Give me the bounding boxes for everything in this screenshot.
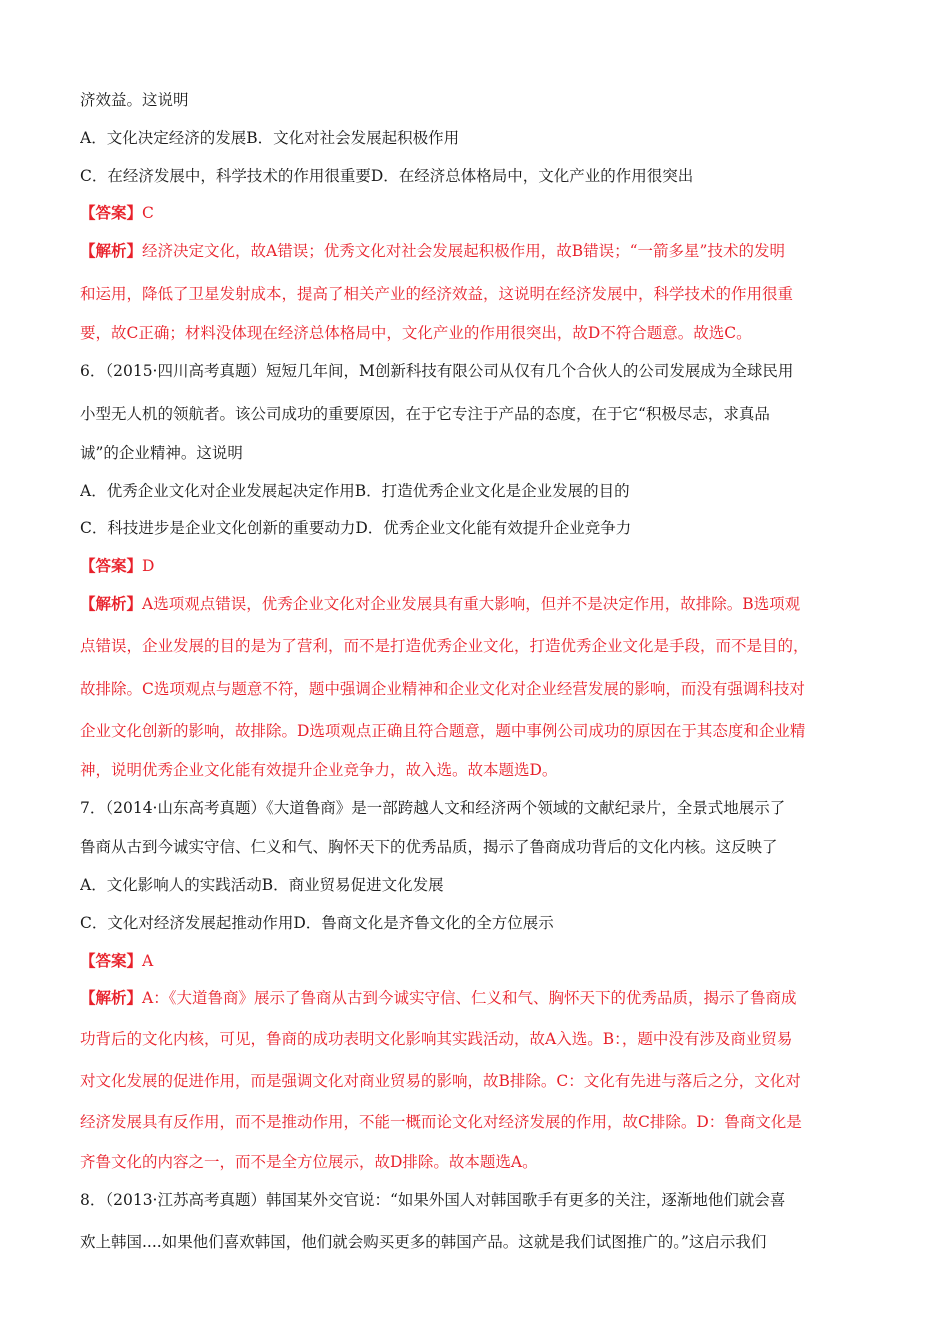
- analysis-line: 功背后的文化内核，可见，鲁商的成功表明文化影响其实践活动，故A入选。B：，题中没有涉及商业贸易: [80, 1030, 793, 1048]
- analysis-line: 企业文化创新的影响，故排除。D选项观点正确且符合题意，题中事例公司成功的原因在于其态度和企业精: [80, 722, 806, 740]
- answer-tag: 【答案】: [80, 951, 143, 970]
- analysis-text: 经济决定文化，故A错误；优秀文化对社会发展起积极作用，故B错误；“一箭多星”技术的发明: [142, 242, 785, 260]
- question-line: 8．（2013·江苏高考真题）韩国某外交官说：“如果外国人对韩国歌手有更多的关注，逐渐地他们就会喜: [80, 1191, 786, 1209]
- option-line: C．文化对经济发展起推动作用D．鲁商文化是齐鲁文化的全方位展示: [80, 914, 554, 932]
- answer-value: C: [142, 204, 154, 222]
- answer-value: D: [142, 557, 155, 575]
- analysis-line: [80, 593, 880, 615]
- analysis-line: 要，故C正确；材料没体现在经济总体格局中，文化产业的作用很突出，故D不符合题意。故选C。: [80, 324, 752, 342]
- analysis-tag: 【解析】: [80, 988, 143, 1007]
- option-line: A．文化决定经济的发展B．文化对社会发展起积极作用: [80, 129, 460, 147]
- answer-value: A: [142, 952, 154, 970]
- analysis-line: 神，说明优秀企业文化能有效提升企业竞争力，故入选。故本题选D。: [80, 761, 558, 779]
- analysis-line: 齐鲁文化的内容之一，而不是全方位展示，故D排除。故本题选A。: [80, 1153, 538, 1171]
- analysis-line: 点错误，企业发展的目的是为了营利，而不是打造优秀企业文化，打造优秀企业文化是手段，而不是目的，: [80, 637, 809, 655]
- option-line: A．优秀企业文化对企业发展起决定作用B．打造优秀企业文化是企业发展的目的: [80, 482, 630, 500]
- option-line: A．文化影响人的实践活动B．商业贸易促进文化发展: [80, 876, 444, 894]
- answer-tag: 【答案】: [80, 556, 143, 575]
- question-line: 7．（2014·山东高考真题）《大道鲁商》是一部跨越人文和经济两个领域的文献纪录片，全景式地展示了: [80, 799, 786, 817]
- analysis-line: 故排除。C选项观点与题意不符，题中强调企业精神和企业文化对企业经营发展的影响，而没有强调科技对: [80, 680, 805, 698]
- analysis-line: [80, 987, 880, 1009]
- text-line: 济效益。这说明: [80, 91, 189, 109]
- question-line: 6．（2015·四川高考真题）短短几年间，M创新科技有限公司从仅有几个合伙人的公司发展成为全球民用: [80, 362, 794, 380]
- question-line: 鲁商从古到今诚实守信、仁义和气、胸怀天下的优秀品质，揭示了鲁商成功背后的文化内核。这反映了: [80, 838, 778, 856]
- option-line: C．在经济发展中，科学技术的作用很重要D．在经济总体格局中，文化产业的作用很突出: [80, 167, 694, 185]
- analysis-line: 经济发展具有反作用，而不是推动作用，不能一概而论文化对经济发展的作用，故C排除。D：鲁商文化是: [80, 1113, 802, 1131]
- answer-line: [80, 555, 880, 577]
- option-line: C．科技进步是企业文化创新的重要动力D．优秀企业文化能有效提升企业竞争力: [80, 519, 632, 537]
- answer-line: [80, 950, 880, 972]
- analysis-line: 对文化发展的促进作用，而是强调文化对商业贸易的影响，故B排除。C：文化有先进与落后之分，文化对: [80, 1072, 801, 1090]
- question-line: 欢上韩国....如果他们喜欢韩国，他们就会购买更多的韩国产品。这就是我们试图推广的。”这启示我们: [80, 1233, 767, 1251]
- analysis-line: 和运用，降低了卫星发射成本，提高了相关产业的经济效益，这说明在经济发展中，科学技术的作用很重: [80, 285, 794, 303]
- analysis-tag: 【解析】: [80, 594, 143, 613]
- question-line: 诚”的企业精神。这说明: [80, 444, 243, 462]
- analysis-text: A选项观点错误，优秀企业文化对企业发展具有重大影响，但并不是决定作用，故排除。B选项观: [142, 595, 801, 613]
- question-line: 小型无人机的领航者。该公司成功的重要原因，在于它专注于产品的态度，在于它“积极尽志，求真品: [80, 405, 770, 423]
- answer-line: [80, 202, 880, 224]
- analysis-tag: 【解析】: [80, 241, 143, 260]
- analysis-text: A：《大道鲁商》展示了鲁商从古到今诚实守信、仁义和气、胸怀天下的优秀品质，揭示了鲁商成: [142, 989, 797, 1007]
- analysis-line: [80, 240, 880, 262]
- answer-tag: 【答案】: [80, 203, 143, 222]
